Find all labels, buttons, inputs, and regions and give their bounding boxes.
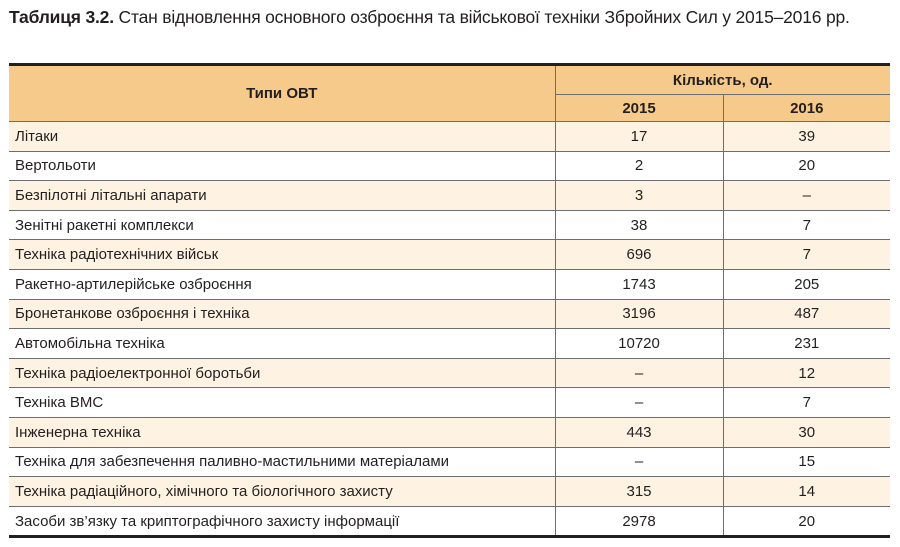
cell-2015: 10720 xyxy=(555,329,723,359)
column-header-type: Типи ОВТ xyxy=(9,65,555,122)
column-header-2015: 2015 xyxy=(555,95,723,122)
table-row xyxy=(9,417,890,447)
cell-2015: 315 xyxy=(555,477,723,507)
cell-2016: 7 xyxy=(723,210,890,240)
table-row xyxy=(9,210,890,240)
cell-2016: 12 xyxy=(723,358,890,388)
table-row xyxy=(9,240,890,270)
table-caption xyxy=(9,6,889,28)
cell-2015: 3196 xyxy=(555,299,723,329)
cell-type: Інженерна техніка xyxy=(9,417,555,447)
cell-type: Зенітні ракетні комплекси xyxy=(9,210,555,240)
cell-type: Ракетно-артилерійське озброєння xyxy=(9,269,555,299)
cell-type: Техніка радіаційного, хімічного та біологічного захисту xyxy=(9,477,555,507)
cell-2016: 7 xyxy=(723,388,890,418)
cell-2016: 20 xyxy=(723,151,890,181)
table-row xyxy=(9,388,890,418)
cell-2015: 1743 xyxy=(555,269,723,299)
cell-type: Засоби зв’язку та криптографічного захисту інформації xyxy=(9,506,555,537)
cell-2015: – xyxy=(555,388,723,418)
cell-type: Автомобільна техніка xyxy=(9,329,555,359)
cell-2016: 20 xyxy=(723,506,890,537)
table-row xyxy=(9,181,890,211)
cell-2015: 17 xyxy=(555,122,723,152)
cell-type: Техніка ВМС xyxy=(9,388,555,418)
table-row xyxy=(9,151,890,181)
cell-type: Бронетанкове озброєння і техніка xyxy=(9,299,555,329)
cell-2015: – xyxy=(555,358,723,388)
cell-2016: 39 xyxy=(723,122,890,152)
cell-2015: 3 xyxy=(555,181,723,211)
cell-2015: 443 xyxy=(555,417,723,447)
cell-type: Техніка для забезпечення паливно-мастильними матеріалами xyxy=(9,447,555,477)
cell-2016: 487 xyxy=(723,299,890,329)
cell-2015: 2978 xyxy=(555,506,723,537)
cell-2016: 14 xyxy=(723,477,890,507)
cell-2016: 15 xyxy=(723,447,890,477)
cell-type: Техніка радіотехнічних військ xyxy=(9,240,555,270)
cell-2015: – xyxy=(555,447,723,477)
cell-2016: 205 xyxy=(723,269,890,299)
column-header-quantity: Кількість, од. xyxy=(555,65,890,95)
table-row xyxy=(9,329,890,359)
cell-type: Вертольоти xyxy=(9,151,555,181)
cell-type: Літаки xyxy=(9,122,555,152)
cell-2016: 30 xyxy=(723,417,890,447)
table-row xyxy=(9,477,890,507)
table-caption-text: Стан відновлення основного озброєння та військової техніки Збройних Сил у 2015–2016 рр. xyxy=(113,7,850,27)
table-row xyxy=(9,447,890,477)
table-body xyxy=(9,122,890,537)
table-row xyxy=(9,122,890,152)
table-row xyxy=(9,358,890,388)
cell-2015: 2 xyxy=(555,151,723,181)
column-header-2016: 2016 xyxy=(723,95,890,122)
cell-2016: 231 xyxy=(723,329,890,359)
cell-type: Безпілотні літальні апарати xyxy=(9,181,555,211)
weapons-table xyxy=(9,63,890,538)
cell-2015: 696 xyxy=(555,240,723,270)
table-row xyxy=(9,299,890,329)
table-row xyxy=(9,506,890,537)
table-row xyxy=(9,269,890,299)
table-caption-label: Таблиця 3.2. xyxy=(9,7,114,27)
cell-2016: 7 xyxy=(723,240,890,270)
cell-2015: 38 xyxy=(555,210,723,240)
cell-type: Техніка радіоелектронної боротьби xyxy=(9,358,555,388)
cell-2016: – xyxy=(723,181,890,211)
